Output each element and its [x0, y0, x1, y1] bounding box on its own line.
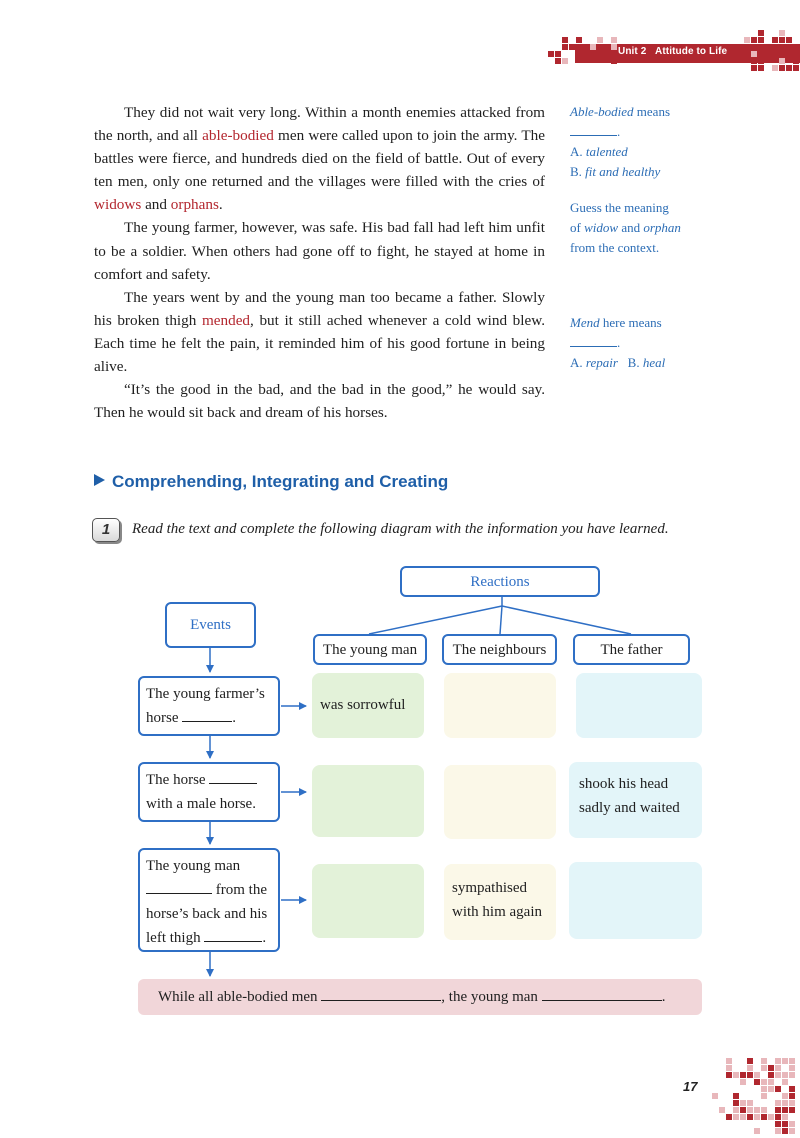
decorative-pixel — [789, 1128, 795, 1134]
page-number: 17 — [683, 1079, 698, 1094]
decorative-pixel — [789, 1121, 795, 1127]
decorative-pixel — [775, 1065, 781, 1071]
decorative-pixel — [768, 1114, 774, 1120]
decorative-pixel — [782, 1072, 788, 1078]
reaction-young-man-2[interactable] — [312, 765, 424, 837]
column-young-man: The young man — [313, 634, 427, 665]
event-box-3: The young man from the horse’s back and his left thigh . — [138, 848, 280, 952]
decorative-pixel — [761, 1065, 767, 1071]
answer-blank[interactable] — [542, 986, 662, 1001]
decorative-pixel — [754, 1072, 760, 1078]
vocab-orphans: orphans — [170, 196, 219, 214]
decorative-pixel — [768, 1086, 774, 1092]
reaction-young-man-1: was sorrowful — [312, 673, 424, 738]
decorative-pixel — [740, 1107, 746, 1113]
decorative-pixel — [761, 1058, 767, 1064]
answer-blank[interactable] — [321, 986, 441, 1001]
decorative-pixel — [733, 1107, 739, 1113]
reactions-header: Reactions — [400, 566, 600, 597]
reaction-neighbours-1[interactable] — [444, 673, 556, 738]
decorative-pixel — [747, 1114, 753, 1120]
decorative-pixel — [782, 1128, 788, 1134]
event-box-1: The young farmer’s horse . — [138, 676, 280, 736]
column-neighbours: The neighbours — [442, 634, 557, 665]
decorative-pixel — [719, 1107, 725, 1113]
decorative-pixel — [782, 1093, 788, 1099]
vocab-able-bodied: able-bodied — [202, 127, 274, 145]
decorative-pixel — [789, 1065, 795, 1071]
decorative-pixel — [789, 1058, 795, 1064]
tree-line — [369, 606, 502, 634]
decorative-pixel — [775, 1072, 781, 1078]
vocab-mended: mended — [201, 311, 251, 329]
decorative-pixel — [761, 1114, 767, 1120]
decorative-pixel — [789, 1072, 795, 1078]
decorative-pixel — [782, 1100, 788, 1106]
decorative-pixel — [733, 1093, 739, 1099]
margin-note-mend: Mend here means . A. repair B. heal — [570, 315, 666, 370]
reaction-young-man-3[interactable] — [312, 864, 424, 938]
decorative-pixel — [789, 1093, 795, 1099]
decorative-pixel — [733, 1114, 739, 1120]
decorative-pixel — [775, 1128, 781, 1134]
decorative-pixel — [768, 1079, 774, 1085]
paragraph-3: The years went by and the young man too became a father. Slowly his broken thigh mended, but it still ached whenever a cold wind blew. Each time he felt the pain, it reminded him of his good fortune in being alive. — [94, 288, 545, 376]
reaction-father-1[interactable] — [576, 673, 702, 738]
decorative-pixel — [782, 1079, 788, 1085]
decorative-pixel — [726, 1058, 732, 1064]
decorative-pixel — [775, 1121, 781, 1127]
decorative-pixel — [789, 1100, 795, 1106]
decorative-pixel — [782, 1121, 788, 1127]
unit-label: Unit 2 — [618, 46, 647, 57]
reaction-neighbours-3: sympathised with him again — [444, 864, 556, 940]
margin-note-widow-orphan: Guess the meaning of widow and orphan from the context. — [570, 200, 681, 255]
decorative-pixel — [775, 1058, 781, 1064]
decorative-pixel — [733, 1072, 739, 1078]
decorative-pixel — [775, 1114, 781, 1120]
margin-note-able-bodied: Able-bodied means . A. talented B. fit and healthy — [570, 104, 671, 179]
decorative-pixel — [747, 1107, 753, 1113]
column-father: The father — [573, 634, 690, 665]
decorative-pixel — [754, 1114, 760, 1120]
decorative-pixel — [726, 1065, 732, 1071]
paragraph-2: The young farmer, however, was safe. His bad fall had left him unfit to be a soldier. When others had gone off to fight, he stayed at home in comfort and safety. — [94, 219, 545, 283]
decorative-pixel — [726, 1072, 732, 1078]
task-number-badge: 1 — [92, 518, 120, 542]
answer-blank[interactable] — [146, 879, 212, 894]
decorative-pixel — [782, 1058, 788, 1064]
answer-blank[interactable] — [209, 769, 257, 784]
reaction-father-2: shook his head sadly and waited — [569, 762, 702, 838]
decorative-pixel — [726, 1114, 732, 1120]
decorative-pixel — [768, 1072, 774, 1078]
decorative-pixel — [761, 1086, 767, 1092]
decorative-pixel — [761, 1093, 767, 1099]
decorative-pixel — [747, 1065, 753, 1071]
decorative-pixel — [761, 1079, 767, 1085]
reaction-father-3[interactable] — [569, 862, 702, 939]
event-box-2: The horse with a male horse. — [138, 762, 280, 822]
decorative-pixel — [754, 1107, 760, 1113]
decorative-pixel — [712, 1093, 718, 1099]
decorative-pixel — [789, 1086, 795, 1092]
paragraph-4: “It’s the good in the bad, and the bad in the good,” he would say. Then he would sit back and dream of his horses. — [94, 381, 545, 422]
decorative-pixel — [740, 1100, 746, 1106]
decorative-pixel — [782, 1107, 788, 1113]
decorative-pixel — [761, 1107, 767, 1113]
decorative-pixel — [747, 1100, 753, 1106]
decorative-pixel — [740, 1114, 746, 1120]
section-heading: Comprehending, Integrating and Creating — [94, 472, 448, 492]
summary-sentence: While all able-bodied men , the young man . — [138, 979, 702, 1015]
decorative-pixel — [754, 1079, 760, 1085]
tree-line — [500, 606, 502, 634]
decorative-pixel — [754, 1128, 760, 1134]
decorative-pixel — [747, 1072, 753, 1078]
decorative-pixel — [733, 1100, 739, 1106]
decorative-pixel — [740, 1079, 746, 1085]
decorative-pixel — [775, 1107, 781, 1113]
decorative-pixel — [747, 1058, 753, 1064]
task-instruction: Read the text and complete the following diagram with the information you have learned. — [132, 521, 669, 537]
decorative-pixel — [789, 1107, 795, 1113]
reaction-neighbours-2[interactable] — [444, 765, 556, 839]
answer-blank[interactable] — [204, 927, 262, 942]
decorative-pixel — [775, 1086, 781, 1092]
events-header: Events — [165, 602, 256, 648]
paragraph-1: They did not wait very long. Within a month enemies attacked from the north, and all able-bodied men were called upon to join the army. The battles were fierce, and hundreds died on the field of battle. Out of every ten men, only one returned and the villages were filled with the cries of widows and orphans. — [94, 104, 545, 214]
answer-blank[interactable] — [182, 707, 232, 722]
unit-title: Attitude to Life — [655, 46, 728, 57]
decorative-pixel — [775, 1100, 781, 1106]
decorative-pixel — [740, 1072, 746, 1078]
decorative-pixel — [782, 1114, 788, 1120]
vocab-widows: widows — [94, 196, 142, 214]
decorative-pixel — [768, 1065, 774, 1071]
tree-line — [502, 606, 631, 634]
